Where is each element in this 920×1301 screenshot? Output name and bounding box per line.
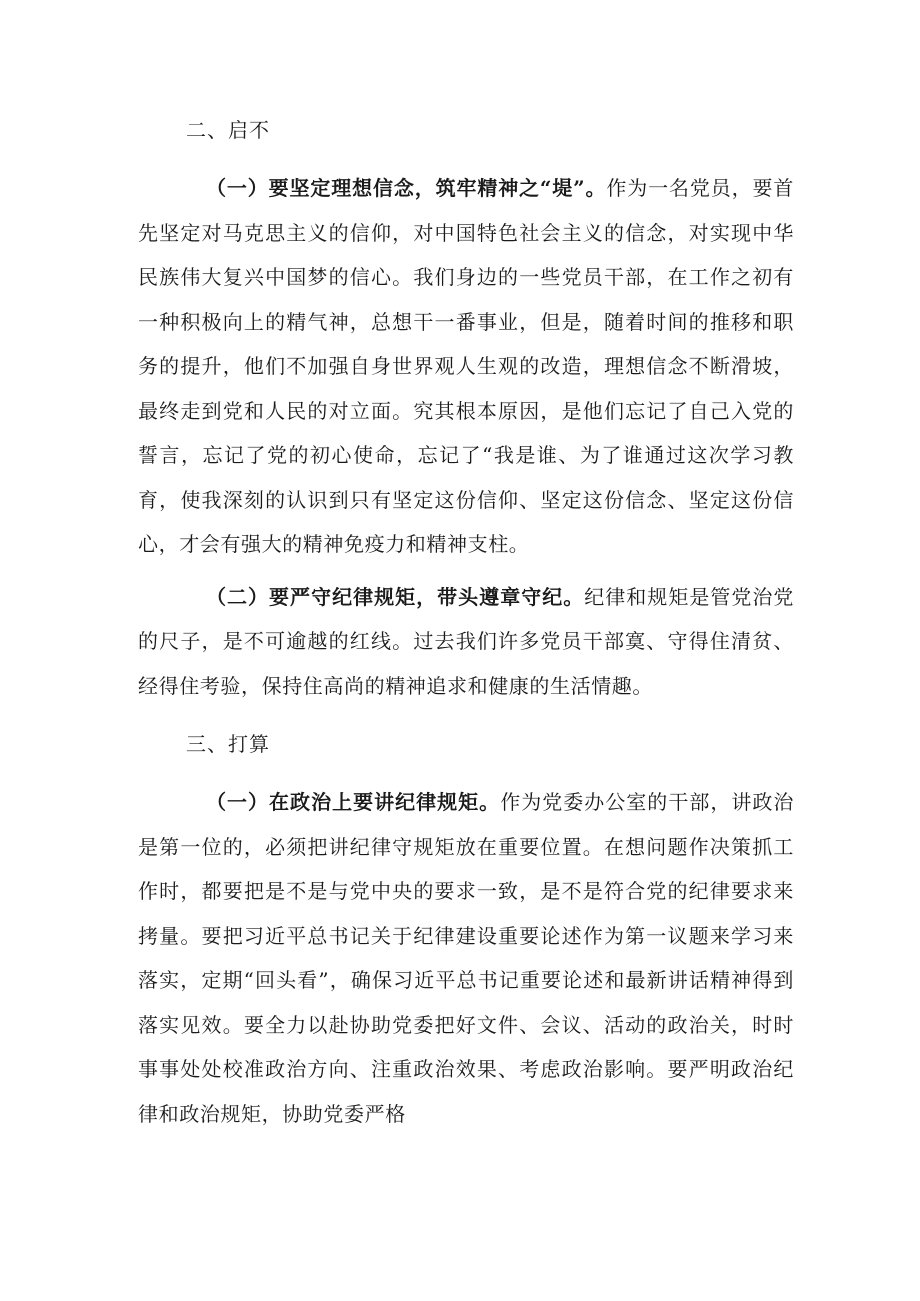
section-heading-2: 二、启不 bbox=[186, 118, 270, 142]
paragraph-3-1 bbox=[138, 780, 794, 1136]
paragraph-2-2 bbox=[138, 575, 794, 709]
document-body bbox=[138, 108, 794, 1136]
paragraph-lead: （二）要严守纪律规矩，带头遵章守纪。 bbox=[206, 584, 585, 609]
paragraph-lead: （一）要坚定理想信念，筑牢精神之“堤”。 bbox=[206, 176, 607, 200]
paragraph-2-1 bbox=[138, 166, 794, 567]
paragraph-lead: （一）在政治上要讲纪律规矩。 bbox=[206, 790, 501, 814]
section-heading-3: 三、打算 bbox=[186, 732, 270, 756]
paragraph-text: 纪律和规矩是管党治党的尺子，是不可逾越的红线。过去我们许多党员干部寞、守得住清贫、经得住考验，保持住高尚的精神追求和健康的生活情趣。 bbox=[138, 584, 794, 698]
spacer bbox=[138, 766, 794, 780]
spacer bbox=[138, 708, 794, 722]
spacer bbox=[138, 152, 794, 166]
paragraph-text: 作为党委办公室的干部，讲政治是第一位的，必须把讲纪律守规矩放在重要位置。在想问题作决策抓工作时，都要把是不是与党中央的要求一致，是不是符合党的纪律要求来拷量。要把习近平总书记关于纪律建设重要论述作为第一议题来学习来落实，定期“回头看”，确保习近平总书记重要论述和最新讲话精神得到落实见效。要全力以赴协助党委把好文件、会议、活动的政治关，时时事事处处校准政治方向、注重政治效果、考虑政治影响。要严明政治纪律和政治规矩，协助党委严格 bbox=[138, 790, 794, 1126]
paragraph-text: 作为一名党员，要首先坚定对马克思主义的信仰，对中国特色社会主义的信念，对实现中华民族伟大复兴中国梦的信心。我们身边的一些党员干部，在工作之初有一种积极向上的精气神，总想干一番事业，但是，随着时间的推移和职务的提升，他们不加强自身世界观人生观的改造，理想信念不断滑坡，最终走到党和人民的对立面。究其根本原因，是他们忘记了自己入党的誓言，忘记了党的初心使命，忘记了“我是谁、为了谁通过这次学习教育，使我深刻的认识到只有坚定这份信仰、坚定这份信念、坚定这份信心，才会有强大的精神免疫力和精神支柱。 bbox=[138, 176, 794, 556]
spacer bbox=[138, 567, 794, 575]
